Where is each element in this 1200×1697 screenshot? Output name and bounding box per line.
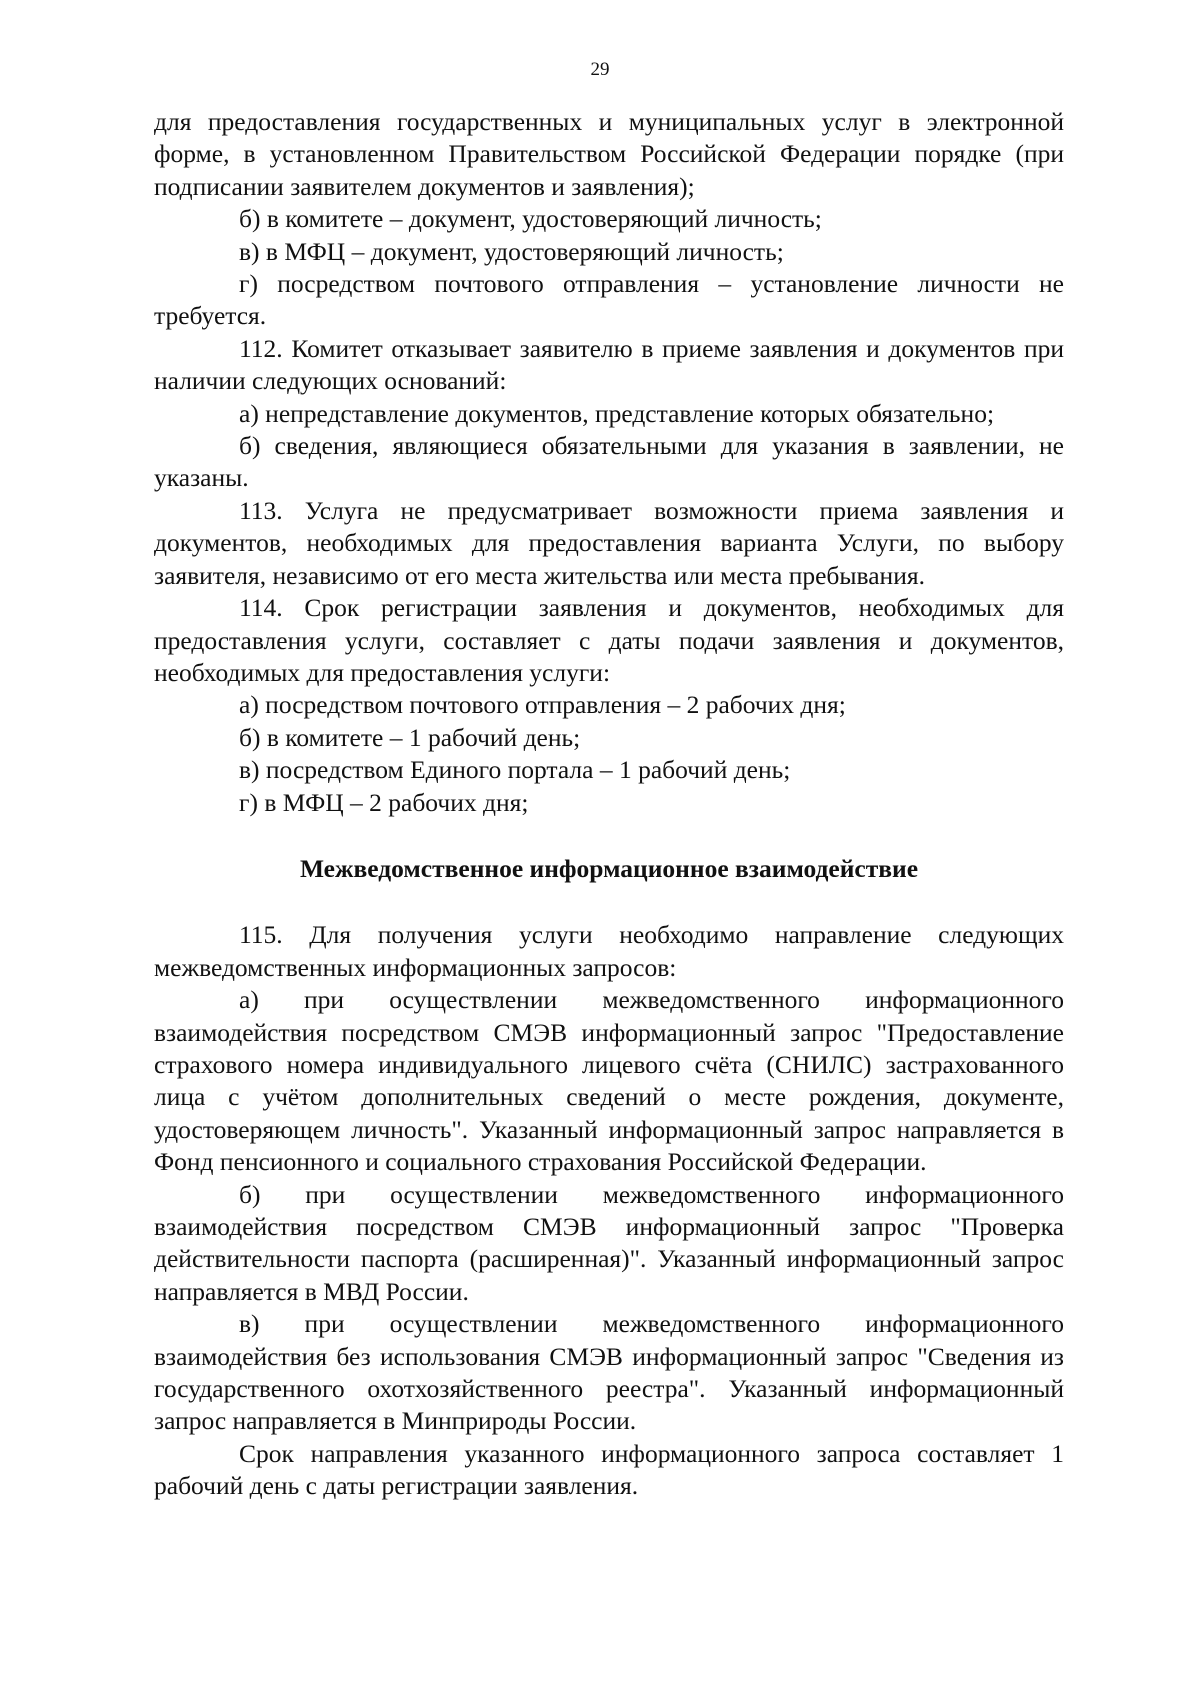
paragraph-item-v-mfc: в) в МФЦ – документ, удостоверяющий личность; bbox=[239, 236, 784, 266]
paragraph-112-item-b: б) сведения, являющиеся обязательными для указания в заявлении, не указаны. bbox=[154, 431, 1064, 493]
paragraph-114-item-v: в) посредством Единого портала – 1 рабочий день; bbox=[239, 755, 791, 785]
paragraph-item-g-post: г) посредством почтового отправления – установление личности не требуется. bbox=[154, 269, 1064, 331]
document-body bbox=[154, 106, 1064, 1503]
paragraph-114-item-a: а) посредством почтового отправления – 2 рабочих дня; bbox=[239, 690, 846, 720]
paragraph-request-deadline: Срок направления указанного информационного запроса составляет 1 рабочий день с даты регистрации заявления. bbox=[154, 1438, 1064, 1501]
paragraph-112: 112. Комитет отказывает заявителю в приеме заявления и документов при наличии следующих оснований: bbox=[154, 333, 1064, 396]
paragraph-item-b-committee: б) в комитете – документ, удостоверяющий личность; bbox=[239, 204, 822, 234]
paragraph-112-item-a: а) непредставление документов, представление которых обязательно; bbox=[239, 398, 995, 428]
paragraph-115-item-v: в) при осуществлении межведомственного информационного взаимодействия без использования СМЭВ информационный запрос "Сведения из государственного охотхозяйственного реестра". Указанный информационный запрос направляется в Минприроды России. bbox=[154, 1309, 1064, 1436]
paragraph-continuation: для предоставления государственных и муниципальных услуг в электронной форме, в установленном Правительством Российской Федерации порядке (при подписании заявителем документов и заявления); bbox=[154, 107, 1064, 201]
paragraph-115-item-a: а) при осуществлении межведомственного информационного взаимодействия посредством СМЭВ информационный запрос "Предоставление страхового номера индивидуального лицевого счёта (СНИЛС) застрахованного лица с учётом дополнительных сведений о месте рождения, документе, удостоверяющем личность". Указанный информационный запрос направляется в Фонд пенсионного и социального страхования Российской Федерации. bbox=[154, 985, 1064, 1177]
paragraph-114: 114. Срок регистрации заявления и документов, необходимых для предоставления услуги, составляет с даты подачи заявления и документов, необходимых для предоставления услуги: bbox=[154, 593, 1064, 687]
paragraph-113: 113. Услуга не предусматривает возможности приема заявления и документов, необходимых для предоставления варианта Услуги, по выбору заявителя, независимо от его места жительства или места пребывания. bbox=[154, 495, 1064, 590]
paragraph-115-item-b: б) при осуществлении межведомственного информационного взаимодействия посредством СМЭВ информационный запрос "Проверка действительности паспорта (расширенная)". Указанный информационный запрос направляется в МВД России. bbox=[154, 1179, 1064, 1306]
section-heading: Межведомственное информационное взаимодействие bbox=[299, 853, 919, 883]
paragraph-115: 115. Для получения услуги необходимо направление следующих межведомственных информационных запросов: bbox=[154, 920, 1064, 982]
page-number: 29 bbox=[590, 59, 610, 80]
paragraph-114-item-b: б) в комитете – 1 рабочий день; bbox=[239, 722, 581, 752]
paragraph-114-item-g: г) в МФЦ – 2 рабочих дня; bbox=[239, 787, 529, 817]
